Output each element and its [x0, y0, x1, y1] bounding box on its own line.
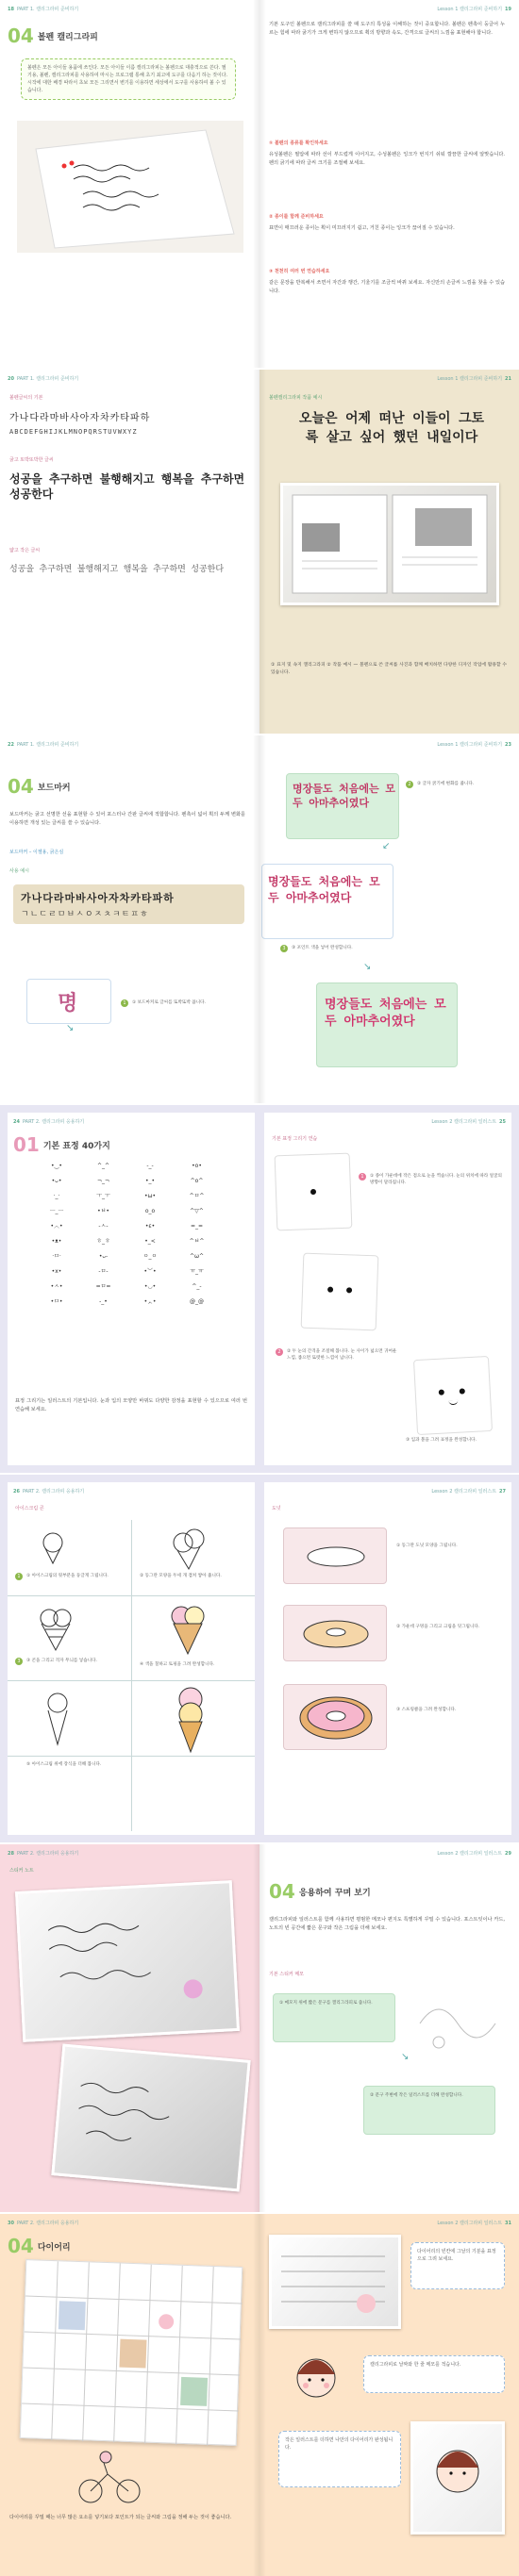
tip-body-1: 유성볼펜은 필압에 따라 선이 부드럽게 이어지고, 수성볼펜은 잉크가 번지기 쉬워 깔끔한 글씨에 알맞습니다. 펜의 굵기에 따라 글씨 크기를 조절해 보세요.	[269, 152, 505, 166]
face-expression-icon: o_o	[144, 1208, 156, 1214]
page-29	[260, 1844, 519, 2212]
section-number: 04	[269, 1880, 295, 1903]
tip-body-3: 같은 문장을 반복해서 쓰면서 자간과 행간, 기울기를 조금씩 바꿔 보세요. 자신만의 손글씨 느낌을 찾을 수 있습니다.	[269, 280, 505, 294]
practice-paper-2	[301, 1253, 379, 1331]
step-3-number: 3	[15, 1658, 23, 1665]
page-number: 18	[8, 6, 14, 12]
bicycle-girl-illustration	[75, 2450, 142, 2506]
page-number: 31	[505, 2220, 511, 2226]
step-4-text: ④ 색을 칠하고 토핑을 그려 완성합니다.	[140, 1662, 215, 1667]
final-card	[316, 983, 458, 1067]
label-practice: 기본 표정 그리기 연습	[272, 1136, 318, 1142]
handwritten-note-illustration	[18, 1883, 237, 2039]
arrow-icon: ↙	[382, 841, 391, 851]
running-header: PART 2. 캘리그라피 응용하기	[16, 2221, 79, 2226]
face-expression-icon: •︶•	[143, 1268, 157, 1275]
marker-sample: 가나다라마바사아자차카타파하	[21, 892, 175, 904]
book-photo	[280, 483, 499, 605]
face-expression-icon: ^ω^	[189, 1253, 205, 1260]
girl-face-illustration	[288, 2346, 344, 2412]
practice-paper-3	[413, 1356, 493, 1435]
face-expression-icon: •ε•	[144, 1223, 156, 1230]
step-3-text: ③ 콘을 그리고 격자 무늬를 넣습니다.	[26, 1659, 98, 1663]
page-23	[260, 735, 519, 1103]
face-expression-icon: ^_^	[96, 1163, 110, 1169]
icecream-final-icon	[164, 1686, 217, 1754]
step-1-number: 1	[359, 1173, 366, 1181]
page-header-left	[8, 6, 78, 12]
running-header: PART 2. 캘리그라피 응용하기	[16, 1851, 79, 1857]
page-header-right	[437, 2220, 511, 2226]
page-number: 20	[8, 375, 14, 382]
memo-step-2-text: ② 문구 주변에 작은 일러스트를 더해 완성합니다.	[370, 2093, 463, 2098]
diary-tip-2	[363, 2355, 505, 2393]
running-header: Lesson 1 캘리그라피 준비하기	[437, 742, 503, 748]
step-1-number: 1	[121, 999, 128, 1007]
face-expression-icon: -ㅅ-	[98, 1223, 109, 1230]
marker-sample-box	[13, 884, 244, 924]
label-thin: 얇고 작은 글씨	[9, 548, 41, 553]
running-header: Lesson 2 캘리그라피 일러스트	[431, 1119, 497, 1125]
memo-step-1-text: ① 메모지 위에 짧은 문구를 캘리그라피로 씁니다.	[279, 2001, 373, 2006]
diary-tip-1	[410, 2242, 505, 2289]
works-caption: ① 표지 및 속지 캘리그라피 ② 작품 예시 — 볼펜으로 쓴 글씨를 사진과 함께 배치하면 다양한 디자인 작업에 활용할 수 있습니다.	[271, 663, 507, 675]
sample-thin: 성공을 추구하면 불행해지고 행복을 추구하면 성공한다	[9, 565, 225, 574]
label-works: 볼펜캘리그라피 작품 예시	[269, 395, 323, 401]
step-1-card	[26, 979, 111, 1024]
running-header: Lesson 2 캘리그라피 일러스트	[431, 1489, 497, 1494]
icecream-step-2-icon	[164, 1524, 211, 1571]
face-expression-icon: •x•	[51, 1268, 62, 1275]
page-header-right	[437, 1850, 511, 1857]
page-number: 27	[499, 1488, 506, 1494]
face-expression-icon: •ᴗ-	[98, 1253, 109, 1260]
step-1-text: ① 보드마커로 글씨를 또박또박 씁니다.	[132, 1000, 206, 1005]
running-header: Lesson 2 캘리그라피 일러스트	[437, 2221, 503, 2226]
arrow-icon: ↘	[363, 962, 372, 972]
book-gutter	[253, 735, 266, 1103]
page-header-right	[437, 741, 511, 748]
section-title-row	[8, 26, 98, 45]
page-header-left	[8, 1850, 78, 1857]
step-2-text: ② 글자 굵기에 변화를 줍니다.	[417, 782, 475, 786]
spread-2	[0, 370, 519, 734]
face-expression-icon: ·_·	[53, 1193, 60, 1199]
running-header: PART 2. 캘리그라피 응용하기	[22, 1489, 85, 1494]
sample-hangul: 가나다라마바사아자차카타파하	[9, 413, 151, 423]
page-21	[260, 370, 519, 734]
page-number: 23	[505, 741, 511, 748]
body-paragraph: 다이어리를 꾸밀 때는 너무 많은 요소를 넣기보다 포인트가 되는 글씨와 그림을 정해 두는 것이 좋습니다.	[9, 2515, 232, 2520]
page-24	[8, 1113, 255, 1465]
section-title-row	[13, 1135, 110, 1154]
page-number: 21	[505, 375, 511, 382]
tip-heading-3: ③ 천천히 여러 번 연습하세요	[269, 269, 330, 274]
quote-3: 명장들도 처음에는 모두 아마추어였다	[325, 998, 446, 1029]
face-expression-icon: =ㅁ=	[95, 1283, 111, 1290]
diary-tip-3-text: 작은 일러스트를 더하면 나만의 다이어리가 완성됩니다.	[285, 2437, 393, 2451]
face-expression-icon: ^o^	[190, 1178, 204, 1184]
sample-bold: 성공을 추구하면 불행해지고 행복을 추구하면 성공한다	[9, 472, 245, 501]
donut-step-3-text: ③ 스프링클을 그려 완성합니다.	[396, 1708, 457, 1712]
diary-photo-2	[410, 2421, 505, 2535]
tip-heading-2: ② 종이를 함께 준비하세요	[269, 214, 324, 220]
running-header: Lesson 1 캘리그라피 준비하기	[437, 7, 503, 12]
face-expression-icon: ㅠ_ㅠ	[190, 1268, 204, 1275]
running-header: Lesson 1 캘리그라피 준비하기	[437, 376, 503, 382]
icecream-step-5-icon	[34, 1690, 81, 1748]
book-gutter	[253, 370, 266, 734]
donut-step-1-card	[283, 1527, 387, 1584]
step-2-text: ② 동그란 모양을 두세 개 겹쳐 쌓아 줍니다.	[140, 1574, 222, 1578]
page-number: 28	[8, 1850, 14, 1857]
page-header-left	[8, 2220, 78, 2226]
note-photo-1	[15, 1880, 240, 2042]
donut-hole-icon	[284, 1606, 388, 1662]
step-2-card	[286, 773, 399, 839]
arrow-icon: ↘	[66, 1023, 75, 1033]
mouth	[448, 1400, 458, 1406]
page-number: 24	[13, 1118, 20, 1125]
face-expression-icon: •ᴗ•	[51, 1178, 62, 1184]
diary-calendar-photo	[20, 2259, 243, 2446]
page-31	[260, 2214, 519, 2576]
sample-alphabet: ABCDEFGHIJKLMNOPQRSTUVWXYZ	[9, 428, 138, 436]
face-expression-icon: ㅎ_ㅎ	[96, 1238, 110, 1245]
work-calligraphy: 오늘은 어제 떠난 이들이 그토록 살고 싶어 했던 내일이다	[298, 411, 484, 445]
page-number: 26	[13, 1488, 20, 1494]
donut-outline-icon	[284, 1528, 388, 1585]
page-number: 22	[8, 741, 14, 748]
book-gutter	[253, 0, 266, 368]
donut-step-2-text: ② 가운데 구멍을 그리고 크림을 덧그립니다.	[396, 1625, 480, 1629]
face-expression-icon: •ω•	[143, 1193, 157, 1199]
face-expression-icon: ¬_¬	[96, 1178, 110, 1184]
eye-dot	[439, 1389, 444, 1395]
face-expression-icon: ^▽^	[190, 1208, 204, 1214]
face-expression-icon: •o•	[192, 1163, 202, 1169]
label-donut: 도넛	[272, 1506, 281, 1511]
step-2-text: ② 두 눈의 간격을 조절해 봅니다. 눈 사이가 넓으면 귀여운 느낌, 좁으면 또렷한 느낌이 납니다.	[287, 1349, 397, 1361]
step-3-text: ③ 입과 볼을 그려 표정을 완성합니다.	[406, 1438, 477, 1443]
page-25	[264, 1113, 511, 1465]
spread-4	[0, 1105, 519, 1473]
face-expression-icon: ㅇ_ㅇ	[142, 1253, 158, 1260]
label-example: 사용 예시	[9, 868, 29, 874]
arrow-icon: ↘	[401, 2052, 410, 2062]
section-title: 다이어리	[37, 2242, 71, 2253]
page-header-left	[8, 741, 78, 748]
step-1-number: 1	[15, 1573, 23, 1580]
label-icecream: 아이스크림 콘	[15, 1506, 44, 1511]
donut-step-3-card	[283, 1684, 387, 1750]
face-expression-icon: •◡•	[143, 1283, 157, 1290]
step-3-text: ③ 포인트 색을 넣어 완성합니다.	[292, 946, 353, 950]
running-header: PART 1. 캘리그라피 준비하기	[16, 7, 79, 12]
page-header-left	[8, 375, 78, 382]
spread-1	[0, 0, 519, 368]
page-number: 30	[8, 2220, 14, 2226]
page-header-right	[437, 375, 511, 382]
face-expression-icon: ㅡ_ㅡ	[49, 1208, 64, 1214]
body-paragraph: 보드마커는 굵고 선명한 선을 표현할 수 있어 포스터나 간판 글씨에 적합합니다. 펜촉이 넓어 획의 두께 변화를 이용하면 개성 있는 글씨를 쓸 수 있습니다.	[9, 812, 245, 826]
handwritten-note-illustration	[55, 2047, 248, 2188]
label-bold: 굵고 또박또박한 글씨	[9, 457, 54, 463]
section-title-row	[8, 777, 71, 796]
donut-final-icon	[284, 1685, 388, 1751]
section-title: 기본 표정 40가지	[42, 1141, 110, 1151]
face-expression-icon: •ᴥ•	[51, 1238, 62, 1245]
quote-1: 명장들도 처음에는 모두 아마추어였다	[293, 783, 395, 809]
page-header-left	[13, 1118, 84, 1125]
face-expression-icon: ·ㅁ·	[52, 1253, 61, 1260]
diary-page-illustration	[272, 2237, 398, 2326]
eye-dot	[310, 1189, 316, 1195]
icecream-step-4-icon	[164, 1601, 211, 1658]
face-expression-icon: ^ㅂ^	[189, 1238, 205, 1245]
label-sticker: 스티커 노트	[9, 1868, 34, 1874]
quote-2: 명장들도 처음에는 모두 아마추어였다	[268, 875, 380, 904]
face-expression-icon: •_<	[144, 1238, 156, 1245]
section-title: 볼펜 캘리그라피	[37, 32, 98, 42]
page-header-right	[431, 1118, 506, 1125]
icecream-step-3-icon	[32, 1605, 79, 1652]
intro-note-box	[21, 58, 236, 100]
step-5-text: ⑤ 아이스크림 위에 장식을 더해 봅니다.	[26, 1762, 102, 1767]
book-gutter	[253, 2214, 266, 2576]
intro-note-text: 볼펜은 모든 아이들 용품에 쓰인다. 모든 아이들 이름 캘리그라피는 볼펜으로 대충적으로 쓴다. 필기용, 볼펜, 캘리그라피를 사용하여 마시는 프로그램 통해 초기 최고에 도구를 다음기 하는 것이다. 시작에 대한 배경 따라서 초보 모든 그리면서 변기를 이용하면 세상에서 도구를 사용하여 볼 수 있습니다.	[27, 65, 228, 93]
icecream-step-1-icon	[34, 1527, 72, 1565]
practice-paper-1	[275, 1153, 353, 1231]
face-expression-icon: •ㅂ•	[97, 1208, 109, 1214]
face-expression-icon: •︿•	[50, 1223, 63, 1230]
page-28	[0, 1844, 260, 2212]
face-expression-icon: =_=	[190, 1223, 204, 1230]
doodle-illustration	[410, 1986, 505, 2061]
page-header-left	[13, 1488, 84, 1494]
label-basic: 볼펜글씨의 기본	[9, 395, 43, 401]
page-30	[0, 2214, 260, 2576]
face-expression-icon: •_•	[144, 1178, 156, 1184]
diary-tip-1-text: 다이어리의 빈칸에 그날의 기분을 표정으로 그려 보세요.	[417, 2249, 496, 2262]
memo-step-1-card	[273, 1993, 395, 2042]
row-divider	[8, 1595, 255, 1596]
page-18	[0, 0, 260, 368]
page-number: 25	[499, 1118, 506, 1125]
page-number: 29	[505, 1850, 511, 1857]
spread-5	[0, 1475, 519, 1842]
face-expression-icon: -ㅁ-	[98, 1268, 109, 1275]
running-header: Lesson 2 캘리그라피 일러스트	[437, 1851, 503, 1857]
section-title-row	[269, 1882, 371, 1901]
handwritten-paper-illustration	[17, 121, 243, 253]
diary-photo-1	[269, 2235, 401, 2329]
step-1-text: ① 아이스크림의 윗부분을 둥글게 그립니다.	[26, 1574, 109, 1578]
body-paragraph: 캘리그라피와 일러스트를 함께 사용하면 평범한 메모나 편지도 특별하게 꾸밀 수 있습니다. 포스트잇이나 카드, 노트의 빈 공간에 짧은 문구와 작은 그림을 더해 보세요.	[269, 1917, 505, 1931]
eye-dot	[460, 1388, 465, 1394]
diary-girl-illustration	[413, 2424, 502, 2532]
tip-body-2: 표면이 매끄러운 종이는 획이 미끄러지기 쉽고, 거친 종이는 잉크가 끊어질 수 있습니다.	[269, 225, 455, 231]
tip-heading-1: ① 볼펜의 종류를 확인하세요	[269, 140, 328, 146]
row-divider	[8, 1756, 255, 1757]
page-19	[260, 0, 519, 368]
page-number: 19	[505, 6, 511, 12]
marker-sample-2: ㄱㄴㄷㄹㅁㅂㅅㅇㅈㅊㅋㅌㅍㅎ	[21, 910, 149, 919]
page-26	[8, 1482, 255, 1835]
column-divider	[131, 1520, 132, 1831]
page-20	[0, 370, 260, 734]
step-2-number: 2	[276, 1348, 283, 1356]
face-expression-icon: ^ㅁ^	[189, 1193, 205, 1199]
calendar-grid-illustration	[21, 2260, 243, 2447]
step-3-number: 3	[280, 945, 288, 952]
open-book-illustration	[283, 486, 496, 603]
face-expression-icon: •ㅁ•	[50, 1298, 63, 1305]
running-header: PART 1. 캘리그라피 준비하기	[16, 742, 79, 748]
running-header: PART 2. 캘리그라피 응용하기	[22, 1119, 85, 1125]
spread-7	[0, 2214, 519, 2576]
step-2-number: 2	[406, 781, 413, 788]
face-expression-icon: ^_-	[192, 1283, 202, 1290]
label-basic-memo: 기본 스티커 메모	[269, 1972, 304, 1977]
section-title: 보드마커	[37, 783, 71, 793]
diary-tip-3	[278, 2431, 401, 2487]
face-expression-icon: -_•	[99, 1298, 108, 1305]
step-1-letter: 명	[58, 992, 78, 1016]
paper-photo	[17, 121, 243, 253]
section-number: 04	[8, 2235, 34, 2257]
body-paragraph: 표정 그리기는 일러스트의 기본입니다. 눈과 입의 모양만 바꿔도 다양한 감정을 표현할 수 있으므로 여러 번 연습해 보세요.	[15, 1398, 247, 1412]
section-number: 04	[8, 25, 34, 47]
face-expression-icon: •ᆺ•	[143, 1298, 157, 1305]
page-header-right	[437, 6, 511, 12]
tool-note: 보드마커 – 이젤용, 굵은심	[9, 850, 64, 855]
memo-step-2-card	[363, 2086, 495, 2135]
faces-grid	[49, 1162, 219, 1307]
face-expression-icon: ㅜ_ㅜ	[96, 1193, 110, 1199]
face-expression-icon: •‿•	[51, 1163, 62, 1169]
face-expression-icon: -_-	[146, 1163, 154, 1169]
donut-step-2-card	[283, 1605, 387, 1661]
note-photo-2	[51, 2044, 250, 2192]
running-header: PART 1. 캘리그라피 준비하기	[16, 376, 79, 382]
face-expression-icon: •ㅅ•	[50, 1283, 63, 1290]
page-27	[264, 1482, 511, 1835]
page-header-right	[431, 1488, 506, 1494]
face-expression-icon: @_@	[190, 1298, 204, 1305]
step-3-card	[261, 864, 393, 939]
section-title: 응용하여 꾸며 보기	[298, 1888, 371, 1898]
spread-6	[0, 1844, 519, 2212]
row-divider	[8, 1680, 255, 1681]
book-gutter	[253, 1844, 266, 2212]
section-title-row	[8, 2237, 71, 2255]
donut-step-1-text: ① 동그란 도넛 모양을 그립니다.	[396, 1544, 458, 1548]
eye-dot	[346, 1287, 352, 1293]
eye-dot	[327, 1287, 333, 1293]
spread-3	[0, 735, 519, 1103]
body-paragraph-1: 기본 도구인 볼펜으로 캘리그라피를 쓸 때 도구의 특성을 이해하는 것이 중요합니다. 볼펜은 펜촉이 둥글어 누르는 힘에 따라 굵기가 크게 변하지 않으므로 획의 방향과 속도, 간격으로 글씨의 느낌을 표현해야 합니다.	[269, 22, 505, 36]
section-number: 01	[13, 1133, 40, 1156]
step-1-text: ① 종이 가운데에 작은 점으로 눈을 찍습니다. 눈의 위치에 따라 얼굴의 방향이 달라집니다.	[370, 1174, 502, 1185]
diary-tip-2-text: 캘리그라피로 날짜와 한 줄 메모를 적습니다.	[370, 2362, 461, 2368]
page-22	[0, 735, 260, 1103]
section-number: 04	[8, 775, 34, 798]
